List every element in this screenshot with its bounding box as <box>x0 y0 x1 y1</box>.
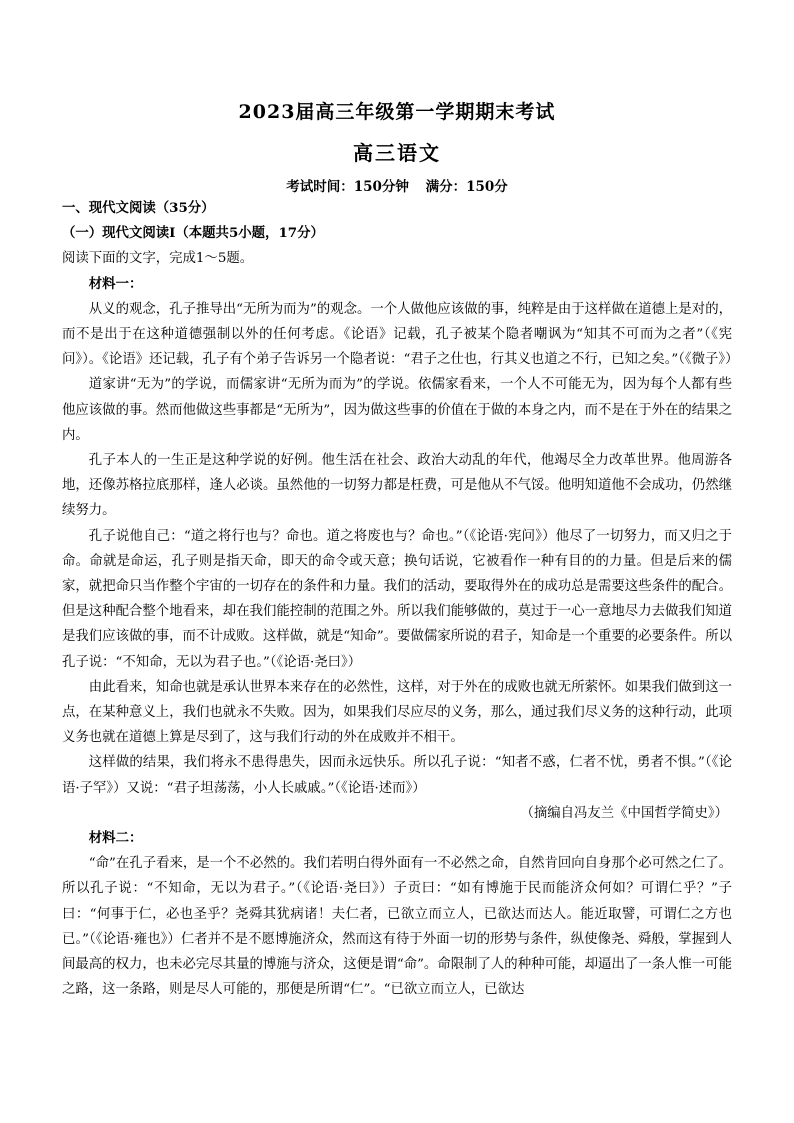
material1-source: （摘编自冯友兰《中国哲学简史》） <box>520 805 728 821</box>
exam-info <box>0 175 794 195</box>
material1-paragraph: 孔子说他自己：“道之将行也与？命也。道之将废也与？命也。”（《论语·宪问》）他尽了一切努力，而又归之于命。命就是命运，孔子则是指天命，即天的命令或天意；换句话说，它被看作一种有目的的力量。但是后来的儒家，就把命只当作整个宇宙的一切存在的条件和力量。我们的活动，要取得外在的成功总是需要这些条件的配合。但是这种配合整个地看来，却在我们能控制的范围之外。所以我们能够做的，莫过于一心一意地尽力去做我们知道是我们应该做的事，而不计成败。这样做，就是“知命”。要做儒家所说的君子，知命是一个重要的必要条件。所以孔子说：“不知命，无以为君子也。”（《论语·尧曰》） <box>62 528 732 670</box>
material2-paragraph: “命”在孔子看来，是一个不必然的。我们若明白得外面有一不必然之命，自然肯回向自身那个必可然之仁了。所以孔子说：“不知命，无以为君子。”（《论语·尧曰》）子贡曰：“如有博施于民而能济众何如？可谓仁乎？”子曰：“何事于仁，必也圣乎？尧舜其犹病诸！夫仁者，已欲立而立人，已欲达而达人。能近取譬，可谓仁之方也已。”（《论语·雍也》）仁者并不是不愿博施济众，然而这有待于外面一切的形势与条件，纵使像尧、舜般，掌握到人间最高的权力，也未必完尽其量的博施与济众，这便是谓“命”。命限制了人的种种可能，却逼出了一条人惟一可能之路，这一条路，则是尽人可能的，那便是所谓“仁”。“已欲立而立人，已欲达 <box>62 856 732 998</box>
material1-paragraph: 这样做的结果，我们将永不患得患失，因而永远快乐。所以孔子说：“知者不惑，仁者不忧，勇者不惧。”（《论语·子罕》）又说：“君子坦荡荡，小人长戚戚。”（《论语·述而》） <box>62 755 732 796</box>
material1-paragraph: 从义的观念，孔子推导出“无所为而为”的观念。一个人做他应该做的事，纯粹是由于这样做在道德上是对的，而不是出于在这种道德强制以外的任何考虑。《论语》记载，孔子被某个隐者嘲讽为“知其不可而为之者”（《宪问》）。《论语》还记载，孔子有个弟子告诉另一个隐者说：“君子之仕也，行其义也道之不行，已知之矣。”（《微子》） <box>62 301 739 368</box>
material1-label: 材料一： <box>88 275 143 292</box>
exam-score: 满分：150分 <box>425 179 508 195</box>
sub-section-heading: （一）现代文阅读I（本题共5小题，17分） <box>62 225 324 242</box>
material2-label: 材料二： <box>88 830 143 847</box>
exam-time: 考试时间：150分钟 <box>286 179 409 195</box>
section-heading: 一、现代文阅读（35分） <box>62 200 215 216</box>
instruction: 阅读下面的文字，完成1～5题。 <box>62 251 254 267</box>
subject-title: 高三语文 <box>353 141 441 165</box>
exam-content <box>62 196 739 1003</box>
exam-title: 2023届高三年级第一学期期末考试 <box>238 101 556 123</box>
material1-paragraph: 道家讲“无为”的学说，而儒家讲“无所为而为”的学说。依儒家看来，一个人不可能无为，因为每个人都有些他应该做的事。然而他做这些事都是“无所为”，因为做这些事的价值在于做的本身之内，而不是在于外在的结果之内。 <box>62 377 732 443</box>
material1-paragraph: 由此看来，知命也就是承认世界本来存在的必然性，这样，对于外在的成败也就无所萦怀。如果我们做到这一点，在某种意义上，我们也就永不失败。因为，如果我们尽应尽的义务，那么，通过我们尽义务的这种行动，此项义务也就在道德上算是尽到了，这与我们行动的外在成败并不相干。 <box>62 679 732 746</box>
material1-paragraph: 孔子本人的一生正是这种学说的好例。他生活在社会、政治大动乱的年代，他竭尽全力改革世界。他周游各地，还像苏格拉底那样，逢人必谈。虽然他的一切努力都是枉费，可是他从不气馁。他明知道他不会成功，仍然继续努力。 <box>62 453 732 519</box>
